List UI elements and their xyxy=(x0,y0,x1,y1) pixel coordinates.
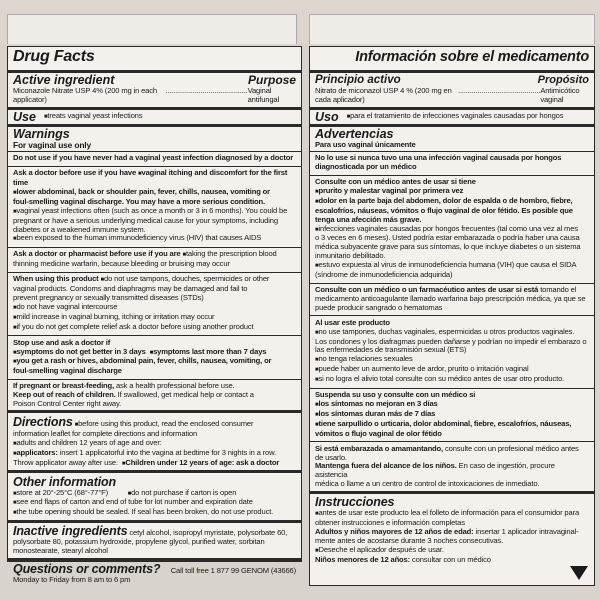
al-usar-section xyxy=(310,317,594,386)
inactive-ingredients-text-2: polysorbate 80, potassium hydroxide, propylene glycol, purified water, sorbitan xyxy=(13,537,265,547)
use-heading: Use xyxy=(13,109,36,124)
purpose-text: Vaginal antifungal xyxy=(247,86,280,104)
directions-section xyxy=(8,413,301,470)
spanish-title: Información sobre el medicamento xyxy=(355,49,589,65)
drug-facts-panel-english xyxy=(7,46,302,585)
no-lo-use-line-1: No lo use si nunca tuvo una una infección vaginal causada por hongos xyxy=(315,153,562,163)
consulte-item-4-cont: (síndrome de inmunodeficiencia adquirida) xyxy=(315,270,453,280)
al-usar-item-2: ■ no tenga relaciones sexuales xyxy=(315,355,589,365)
use-section xyxy=(8,110,301,124)
inactive-ingredients-text-1: cetyl alcohol, isopropyl myristate, polysorbate 60, xyxy=(129,528,288,538)
vaginal-use-only: For vaginal use only xyxy=(13,139,91,150)
al-usar-item-1-cont2: las enfermedades de transmisión sexual (ETS) xyxy=(315,345,467,355)
questions-section xyxy=(8,561,301,587)
instrucciones-line-6: consultar con un médico xyxy=(411,554,491,564)
instrucciones-section xyxy=(310,494,594,566)
al-usar-lead: Al usar este producto xyxy=(315,317,390,327)
stop-use-item-3-cont: foul-smelling vaginal discharge xyxy=(13,366,122,376)
drug-facts-header xyxy=(8,47,301,70)
when-using-item-1-cont: vaginal products. Condoms and diaphragms may be damaged and fail to xyxy=(13,284,248,294)
embarazada-text: consulte con un profesional médico antes xyxy=(444,443,579,453)
when-using-item-1-cont2: prevent pregnancy or sexually transmitted diseases (STDs) xyxy=(13,293,204,302)
ask-pharmacist-item: ■ taking the prescription blood xyxy=(182,249,276,258)
ask-doctor-section xyxy=(8,168,301,246)
mantenga-fuera-text: En caso de ingestión, procure asistencia xyxy=(315,461,555,480)
directions-applicators-label: ■ applicators: xyxy=(13,448,58,457)
inactive-ingredients-heading: Inactive ingredients xyxy=(13,524,128,539)
other-info-see-end: ■ see end flaps of carton and end of tube for lot number and expiration date xyxy=(13,498,296,508)
when-using-item-4: ■ if you do not get complete relief ask a doctor before using another product xyxy=(13,323,296,333)
instrucciones-line-3: insertar 1 aplicador intravaginal- xyxy=(475,526,579,536)
embarazada-lead: Si está embarazada o amamantando, xyxy=(315,443,443,453)
consulte-item-2-cont: escalofríos, náuseas, vómitos o flujo vaginal de olor fétido. Es posible que xyxy=(315,205,573,215)
instrucciones-ninos-label: Niños menores de 12 años: xyxy=(315,554,410,564)
advertencias-section xyxy=(310,127,594,150)
ask-doctor-item-3-cont: pregnant or have a serious underlying medical cause for your symptoms, including xyxy=(13,215,278,225)
questions-hours: Monday to Friday from 8 am to 6 pm xyxy=(13,575,131,585)
stop-use-item-1: ■ symptoms do not get better in 3 days xyxy=(13,347,146,356)
consulte-medico-section xyxy=(310,177,594,282)
when-using-item-1: ■ do not use tampons, douches, spermicides or other xyxy=(101,274,270,283)
consulte-farmaceutico-section xyxy=(310,285,594,315)
embarazada-section xyxy=(310,443,594,491)
ask-doctor-item-3: ■ vaginal yeast infections often (such as once a month or 3 in 6 months). You could be xyxy=(13,207,296,217)
keep-out-text: If swallowed, get medical help or contact a xyxy=(117,390,254,400)
inactive-ingredients-text-3: monostearate, stearyl alcohol xyxy=(13,546,108,556)
directions-line-2: information leaflet for complete directions and information xyxy=(13,428,198,438)
instrucciones-line-5: ■ Deseche el aplicador después de usar. xyxy=(315,546,589,556)
consulte-item-1: ■ prurito y malestar vaginal por primera vez xyxy=(315,187,589,197)
active-ingredient-text: Miconazole Nitrate USP 4% (200 mg in each applicator) xyxy=(13,86,157,104)
no-lo-use-warning xyxy=(310,153,594,174)
uso-text: ■ para el tratamiento de infecciones vaginales causadas por hongos xyxy=(347,112,564,122)
other-information-heading: Other information xyxy=(13,474,117,489)
proposito-heading: Propósito xyxy=(537,74,589,86)
uso-heading: Uso xyxy=(315,109,339,124)
stop-use-lead: Stop use and ask a doctor if xyxy=(13,337,111,347)
instrucciones-line-2: obtener instrucciones e información completas xyxy=(315,518,465,528)
keep-out-text-cont: Poison Control Center right away. xyxy=(13,399,122,409)
when-using-lead: When using this product xyxy=(13,274,99,284)
no-lo-use-line-2: diagnosticada por un médico xyxy=(315,162,417,172)
pregnancy-lead: If pregnant or breast-feeding, xyxy=(13,381,114,391)
uso-section xyxy=(310,110,594,124)
directions-heading: Directions xyxy=(13,414,73,429)
other-info-store: ■ store at 20°-25°C (68°-77°F) xyxy=(13,488,108,497)
carton-top-strip xyxy=(0,0,600,44)
proposito-text: Antimicótico vaginal xyxy=(540,86,580,104)
consulte-item-2: ■ dolor en la parte baja del abdomen, dolor de espalda o de hombro, fiebre, xyxy=(315,197,589,207)
when-using-item-3: ■ mild increase in vaginal burning, itching or irritation may occur xyxy=(13,313,296,323)
questions-heading: Questions or comments? xyxy=(13,562,161,577)
when-using-section xyxy=(8,274,301,334)
advertencias-heading: Advertencias xyxy=(315,126,394,141)
principio-activo-section: Principio activo Propósito Nitrato de miconazol USP 4 % (200 mg en cada aplicador) .......................................... Antimicótico vaginal xyxy=(315,74,589,104)
consulte-item-3-cont2: médica subyacente grave para sus síntomas, lo que incluye diabetes o un sistema xyxy=(315,242,581,252)
al-usar-item-3: ■ puede haber un aumento leve de ardor, prurito o irritación vaginal xyxy=(315,365,589,375)
suspenda-lead: Suspenda su uso y consulte con un médico si xyxy=(315,390,476,400)
directions-line-3: ■ adults and children 12 years of age and over: xyxy=(13,439,296,449)
use-text: ■ treats vaginal yeast infections xyxy=(44,112,142,122)
directions-children-under-12: ■ Children under 12 years of age: ask a doctor xyxy=(122,458,279,467)
embarazada-text-cont: de usarlo. xyxy=(315,452,347,462)
questions-phone: Call toll free 1 877 99 GENOM (43666) xyxy=(170,566,296,576)
ask-pharmacist-section xyxy=(8,249,301,271)
stop-use-section xyxy=(8,337,301,378)
ask-pharmacist-lead: Ask a doctor or pharmacist before use if you are xyxy=(13,249,181,259)
instrucciones-line-4: mente antes de acostarse durante 3 noches consecutivas. xyxy=(315,535,504,545)
ask-doctor-item-4: ■ been exposed to the human immunodeficiency virus (HIV) that causes AIDS xyxy=(13,234,296,244)
directions-line-4: insert 1 applicatorful into the vagina at bedtime for 3 nights in a row. xyxy=(59,447,277,457)
consulte-item-3: ■ infecciones vaginales causadas por hongos frecuentes (tal como una vez al mes xyxy=(315,225,589,235)
al-usar-item-1: ■ no use tampones, duchas vaginales, espermicidas u otros productos vaginales. xyxy=(315,328,589,338)
instrucciones-heading: Instrucciones xyxy=(315,495,395,510)
farmaceutico-text-cont: medicamento anticoagulante llamado warfarina bajo prescripción médica, ya que se xyxy=(315,293,586,303)
ask-doctor-lead: Ask a doctor before use if you have xyxy=(13,168,137,178)
other-info-tube-seal: ■ the tube opening should be sealed. If seal has been broken, do not use product. xyxy=(13,508,296,518)
instrucciones-adultos-label: Adultos y niños mayores de 12 años de edad: xyxy=(315,526,474,536)
drug-facts-title: Drug Facts xyxy=(13,48,95,65)
do-not-use-warning: Do not use if you have never had a vaginal yeast infection diagnosed by a doctor xyxy=(13,153,294,163)
carton-flap-left xyxy=(7,14,297,44)
instrucciones-line-1: ■ antes de usar este producto lea el folleto de información para el consumidor para xyxy=(315,509,589,519)
stop-use-item-2: ■ symptoms last more than 7 days xyxy=(150,347,267,356)
when-using-item-2: ■ do not have vaginal intercourse xyxy=(13,303,296,313)
active-ingredient-heading: Active ingredient xyxy=(13,73,115,87)
continue-arrow-icon xyxy=(570,566,588,580)
consulte-item-2-cont2: tenga una afección más grave. xyxy=(315,214,422,224)
suspenda-item-1: ■ los síntomas no mejoran en 3 días xyxy=(315,400,589,410)
consulte-lead: Consulte con un médico antes de usar si tiene xyxy=(315,177,476,187)
principio-activo-text: Nitrato de miconazol USP 4 % (200 mg en cada aplicador) xyxy=(315,86,452,104)
al-usar-item-1-cont: Los condones y los diafragmas pueden dañarse y podrían no impedir el embarazo o xyxy=(315,336,587,346)
stop-use-item-3: ■ you get a rash or hives, abdominal pain, fever, chills, nausea, vomiting, or xyxy=(13,357,296,367)
mantenga-fuera-lead: Mantenga fuera del alcance de los niños. xyxy=(315,461,457,471)
other-information-section xyxy=(8,473,301,520)
other-info-no-purchase: ■ do not purchase if carton is open xyxy=(128,488,237,497)
principio-activo-heading: Principio activo xyxy=(315,74,401,86)
ask-doctor-item-1: ■ vaginal itching and discomfort for the first time xyxy=(13,168,287,187)
suspenda-item-2: ■ los síntomas duran más de 7 días xyxy=(315,410,589,420)
suspenda-item-3-cont: vómitos o flujo vaginal de olor fétido xyxy=(315,428,442,438)
pregnancy-section xyxy=(8,381,301,411)
carton-flap-right xyxy=(309,14,595,44)
ask-doctor-item-2-cont: foul-smelling vaginal discharge. You may have a more serious condition. xyxy=(13,196,265,206)
consulte-item-3-cont3: inmunitario debilitado. xyxy=(315,251,386,261)
drug-facts-panel-spanish xyxy=(309,46,595,586)
suspenda-item-3: ■ tiene sarpullido o urticaria, dolor abdominal, fiebre, escalofríos, náuseas, xyxy=(315,420,589,430)
mantenga-fuera-text-cont: médica o llame a un centro de control de intoxicaciones de inmediato. xyxy=(315,479,540,489)
directions-line-1: ■ before using this product, read the enclosed consumer xyxy=(75,419,254,428)
inactive-ingredients-section xyxy=(8,523,301,558)
pregnancy-text: ask a health professional before use. xyxy=(115,381,235,391)
farmaceutico-lead: Consulte con un médico o un farmacéutico antes de usar si está xyxy=(315,285,539,294)
spanish-header xyxy=(310,47,594,70)
warnings-heading: Warnings xyxy=(13,126,70,141)
ask-doctor-item-3-cont2: diabetes or a weakened immune system. xyxy=(13,224,146,234)
ask-pharmacist-item-cont: thinning medicine warfarin, because bleeding or bruising may occur xyxy=(13,259,230,269)
uso-vaginal-unicamente: Para uso vaginal únicamente xyxy=(315,139,416,149)
farmaceutico-text: tomando el xyxy=(540,285,577,294)
directions-line-5: Throw applicator away after use. xyxy=(13,457,118,467)
warnings-section xyxy=(8,127,301,150)
farmaceutico-text-cont2: puede producir sangrado o hematomas xyxy=(315,302,443,312)
active-ingredient-section: Active ingredient Purpose Miconazole Nitrate USP 4% (200 mg in each applicator) .......................................... Vaginal antifungal xyxy=(13,73,296,104)
suspenda-section xyxy=(310,390,594,441)
consulte-item-4: ■ estuvo expuesta al virus de inmunodeficiencia humana (VIH) que causa el SIDA xyxy=(315,261,589,271)
keep-out-of-reach: Keep out of reach of children. xyxy=(13,390,116,400)
purpose-heading: Purpose xyxy=(247,73,296,87)
consulte-item-3-cont: o 3 veces en 6 meses). Usted podría estar embarazada o podría haber una causa xyxy=(315,233,580,243)
al-usar-item-4: ■ si no logra el alivio total consulte con su médico antes de usar otro producto. xyxy=(315,375,589,385)
ask-doctor-item-2: ■ lower abdominal, back or shoulder pain, fever, chills, nausea, vomiting or xyxy=(13,188,296,198)
